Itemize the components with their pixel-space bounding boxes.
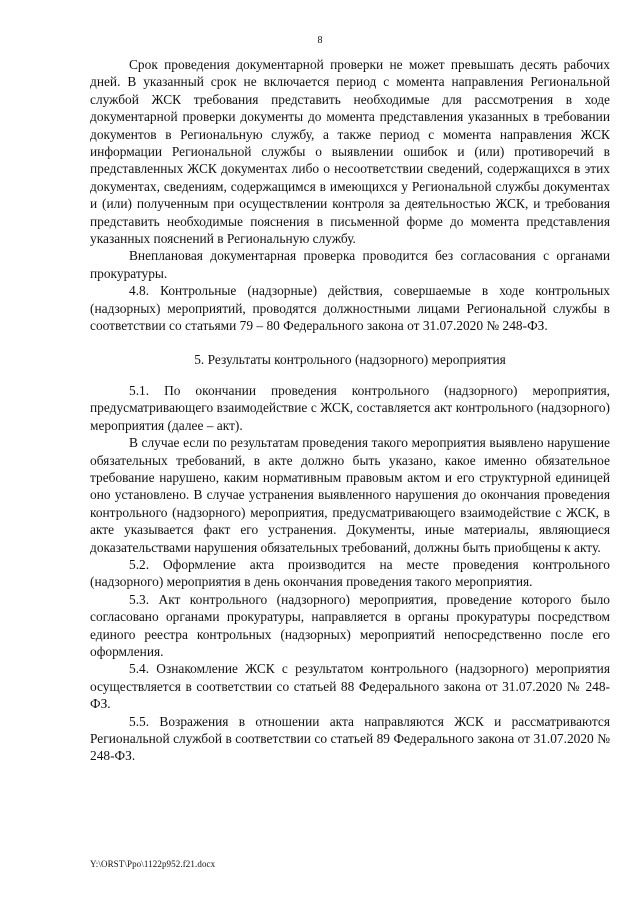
paragraph-5-4: 5.4. Ознакомление ЖСК с результатом контрольного (надзорного) мероприятия осуществляется в соответствии со статьей 88 Федерального закона от 31.07.2020 № 248-ФЗ. xyxy=(90,661,610,712)
paragraph-inspection-duration: Срок проведения документарной проверки не может превышать десять рабочих дней. В указанный срок не включается период с момента направления Региональной службой ЖСК требования представить необходимые для рассмотрения в ходе документарной проверки документы до момента представления указанных в требовании документов в Региональную службу, а также период с момента направления ЖСК информации Региональной службы о выявлении ошибок и (или) противоречий в представленных ЖСК документах либо о несоответствии сведений, содержащихся в этих документах, сведениям, содержащимся в имеющихся у Региональной службы документах и (или) полученным при осуществлении контроля за деятельностью ЖСК, и требования представить необходимые пояснения в письменной форме до момента представления указанных пояснений в Региональную службу. xyxy=(90,57,610,247)
paragraph-5-3: 5.3. Акт контрольного (надзорного) мероприятия, проведение которого было согласовано органами прокуратуры, направляется в органы прокуратуры посредством единого реестра контрольных (надзорных) мероприятий непосредственно после его оформления. xyxy=(90,591,610,659)
footer-file-path: Y:\ORST\Ppo\1122p952.f21.docx xyxy=(90,859,216,869)
paragraph-unscheduled-inspection: Внеплановая документарная проверка проводится без согласования с органами прокуратуры. xyxy=(90,248,610,281)
document-body xyxy=(90,56,610,765)
section-heading: 5. Результаты контрольного (надзорного) мероприятия xyxy=(194,351,506,367)
paragraph-5-1: 5.1. По окончании проведения контрольного (надзорного) мероприятия, предусматривающего взаимодействие с ЖСК, составляется акт контрольного (надзорного) мероприятия (далее – акт). xyxy=(90,382,610,433)
paragraph-5-5: 5.5. Возражения в отношении акта направляются ЖСК и рассматриваются Региональной службой в соответствии со статьей 89 Федерального закона от 31.07.2020 № 248-ФЗ. xyxy=(90,713,610,764)
paragraph-4-8: 4.8. Контрольные (надзорные) действия, совершаемые в ходе контрольных (надзорных) мероприятий, проводятся должностными лицами Региональной службы в соответствии со статьями 79 – 80 Федерального закона от 31.07.2020 № 248-ФЗ. xyxy=(90,283,610,334)
paragraph-violation-case: В случае если по результатам проведения такого мероприятия выявлено нарушение обязательных требований, в акте должно быть указано, какое именно обязательное требование нарушено, каким нормативным правовым актом и его структурной единицей оно установлено. В случае устранения выявленного нарушения до окончания проведения контрольного (надзорного) мероприятия, предусматривающего взаимодействие с ЖСК, в акте указывается факт его устранения. Документы, иные материалы, являющиеся доказательствами нарушения обязательных требований, должны быть приобщены к акту. xyxy=(90,435,610,555)
paragraph-5-2: 5.2. Оформление акта производится на месте проведения контрольного (надзорного) мероприятия в день окончания проведения такого мероприятия. xyxy=(90,556,610,590)
page-number: 8 xyxy=(317,35,323,46)
